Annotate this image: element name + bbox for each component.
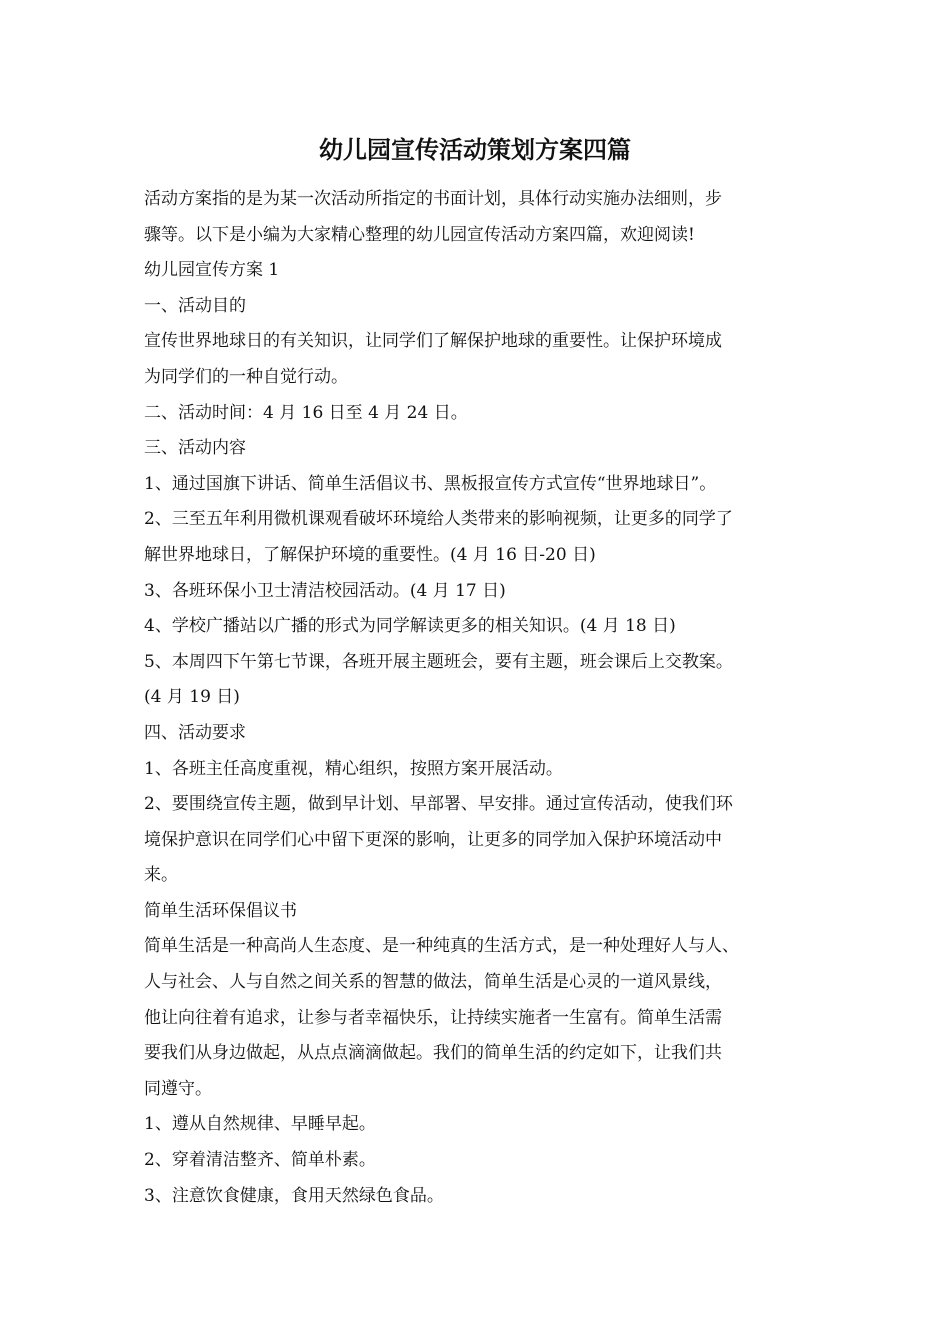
body-line: 4、学校广播站以广播的形式为同学解读更多的相关知识。(4 月 18 日) [144, 616, 676, 637]
body-line: 1、遵从自然规律、早睡早起。 [144, 1114, 376, 1135]
section-heading: 一、活动目的 [144, 295, 246, 316]
body-line: (4 月 19 日) [144, 687, 240, 708]
body-line: 二、活动时间：4 月 16 日至 4 月 24 日。 [144, 402, 468, 423]
document-body [144, 182, 816, 1214]
section-heading: 幼儿园宣传方案 1 [144, 260, 280, 281]
body-line: 同遵守。 [144, 1078, 212, 1099]
body-line: 5、本周四下午第七节课，各班开展主题班会，要有主题，班会课后上交教案。 [144, 651, 733, 672]
body-line: 解世界地球日，了解保护环境的重要性。(4 月 16 日-20 日) [144, 544, 596, 565]
body-line: 2、要围绕宣传主题，做到早计划、早部署、早安排。通过宣传活动，使我们环 [144, 794, 733, 815]
body-line: 活动方案指的是为某一次活动所指定的书面计划，具体行动实施办法细则，步 [144, 189, 722, 209]
body-line: 3、各班环保小卫士清洁校园活动。(4 月 17 日) [144, 580, 506, 601]
body-line: 境保护意识在同学们心中留下更深的影响，让更多的同学加入保护环境活动中 [144, 829, 722, 850]
body-line: 宣传世界地球日的有关知识，让同学们了解保护地球的重要性。让保护环境成 [144, 331, 722, 352]
body-line: 1、通过国旗下讲话、简单生活倡议书、黑板报宣传方式宣传“世界地球日”。 [144, 473, 717, 494]
section-heading: 三、活动内容 [144, 438, 246, 459]
body-line: 他让向往着有追求，让参与者幸福快乐，让持续实施者一生富有。简单生活需 [144, 1007, 722, 1028]
section-heading: 简单生活环保倡议书 [144, 900, 297, 921]
body-line: 3、注意饮食健康，食用天然绿色食品。 [144, 1185, 444, 1206]
body-line: 2、三至五年利用微机课观看破坏环境给人类带来的影响视频，让更多的同学了 [144, 509, 733, 530]
body-line: 要我们从身边做起，从点点滴滴做起。我们的简单生活的约定如下，让我们共 [144, 1043, 722, 1064]
body-line: 骤等。以下是小编为大家精心整理的幼儿园宣传活动方案四篇，欢迎阅读! [144, 224, 695, 245]
body-line: 为同学们的一种自觉行动。 [144, 366, 348, 387]
body-line: 来。 [144, 865, 178, 886]
body-line: 2、穿着清洁整齐、简单朴素。 [144, 1150, 376, 1171]
body-line: 简单生活是一种高尚人生态度、是一种纯真的生活方式，是一种处理好人与人、 [144, 936, 739, 957]
body-line: 人与社会、人与自然之间关系的智慧的做法，简单生活是心灵的一道风景线， [144, 972, 722, 993]
section-heading: 四、活动要求 [144, 722, 246, 743]
document-title: 幼儿园宣传活动策划方案四篇 [319, 135, 631, 164]
body-line: 1、各班主任高度重视，精心组织，按照方案开展活动。 [144, 758, 563, 779]
